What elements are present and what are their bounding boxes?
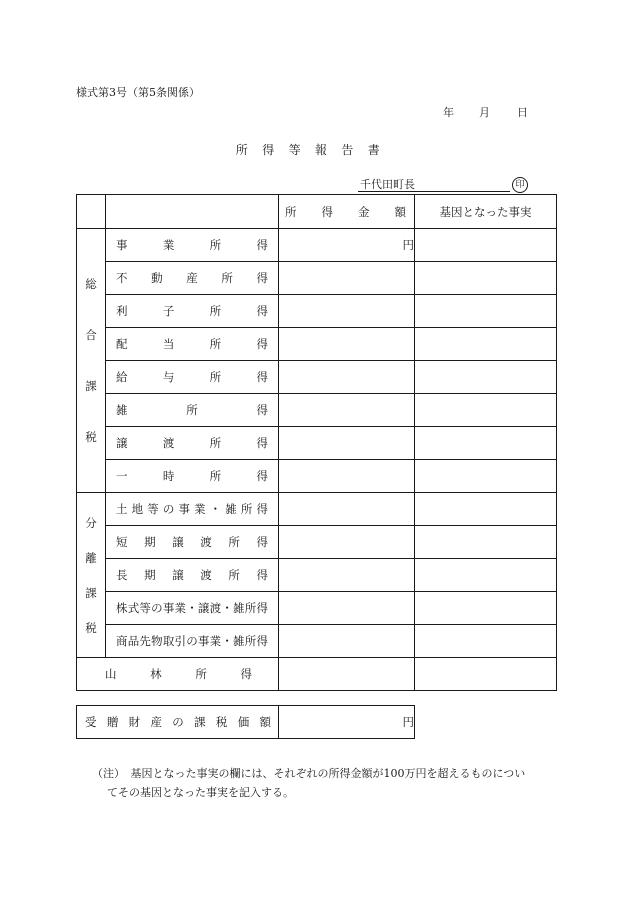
bunri-item-char: 土 [116,502,128,516]
amount-cell[interactable] [279,361,415,394]
sogo-item-char: 得 [256,238,268,252]
amount-cell[interactable] [279,262,415,295]
amount-cell[interactable] [279,592,415,625]
fact-cell[interactable] [415,460,557,493]
recipient-underline [358,191,510,192]
amount-cell[interactable] [279,526,415,559]
bunri-item-char: 地 [131,502,144,516]
document-title [190,141,440,158]
gift-label-char: 贈 [106,715,119,729]
header-amount-char: 得 [321,204,333,219]
bunri-item-char: 渡 [209,601,222,615]
bunri-item-char: の [162,502,175,516]
sogo-group-label-text [77,258,105,463]
gift-label-char: 額 [259,715,271,729]
sogo-item-char: 配 [116,337,128,351]
sogo-item-char: 当 [162,337,175,351]
bunri-item-label [106,625,279,658]
sogo-group-label-char: 総 [85,276,97,291]
sogo-group-label-char: 合 [85,327,97,342]
sanrin-char: 得 [240,667,252,681]
fact-cell[interactable] [415,262,557,295]
bunri-item-char: 長 [116,568,128,582]
bunri-item-label [106,493,279,526]
bunri-item-char: 得 [256,634,268,648]
bunri-item-char: 得 [256,535,268,549]
sanrin-char: 林 [150,667,162,681]
sogo-item-label [106,295,279,328]
bunri-item-char: 事 [162,601,175,615]
sogo-item-char: 所 [209,370,222,384]
sogo-group-label-char: 課 [85,379,97,394]
bunri-item-label [106,559,279,592]
sogo-item-char: 渡 [162,436,175,450]
gift-row [77,706,415,739]
bunri-item-char: 取 [162,634,175,648]
bunri-item-char: 物 [151,634,163,648]
amount-cell[interactable] [279,229,415,262]
sogo-item-char: 所 [209,469,222,483]
sogo-group-label-char: 税 [85,430,97,445]
bunri-item-char: 得 [256,568,268,582]
bunri-item-char: 等 [147,502,159,516]
header-amount-char: 額 [394,204,406,219]
sogo-item-char: 給 [116,370,128,384]
sogo-item-char: 子 [162,304,175,318]
sogo-row [77,460,557,493]
fact-cell[interactable] [415,295,557,328]
fact-cell[interactable] [415,658,557,691]
header-blank-1 [77,195,106,229]
date-year: 年 [443,106,454,119]
bunri-group-label-text [77,505,105,645]
sogo-item-label [106,427,279,460]
bunri-item-char: の [151,601,163,615]
sogo-row [77,361,557,394]
fact-cell[interactable] [415,427,557,460]
bunri-group-label-char: 課 [85,585,97,600]
header-blank-2 [106,195,279,229]
bunri-item-char: ・ [209,502,222,516]
sogo-item-char: 雑 [116,403,128,417]
bunri-item-char: 等 [139,601,151,615]
fact-cell[interactable] [415,361,557,394]
sogo-item-char: 得 [256,304,268,318]
sogo-item-char: 不 [116,271,128,285]
bunri-item-char: 品 [127,634,140,648]
sogo-row [77,262,557,295]
bunri-item-char: 渡 [200,568,212,582]
bunri-item-char: 株 [116,601,128,615]
amount-cell[interactable] [279,493,415,526]
bunri-item-char: 譲 [172,568,184,582]
fact-cell[interactable] [415,229,557,262]
bunri-item-char: 事 [178,502,190,516]
fact-cell[interactable] [415,328,557,361]
sogo-item-char: 利 [116,304,128,318]
bunri-item-char: 式 [127,601,140,615]
sanrin-label [77,658,279,691]
bunri-item-char: 商 [116,634,128,648]
bunri-item-char: 雑 [233,601,245,615]
fact-cell[interactable] [415,592,557,625]
gift-yen: 円 [402,715,414,729]
bunri-item-label [106,526,279,559]
fact-cell[interactable] [415,526,557,559]
fact-cell[interactable] [415,394,557,427]
bunri-item-char: 事 [197,634,210,648]
sogo-item-char: 得 [256,271,268,285]
bunri-item-char: 所 [228,535,240,549]
sogo-item-char: 産 [186,271,198,285]
gift-label [77,706,279,739]
bunri-item-char: 業 [209,634,222,648]
sogo-item-char: 得 [256,469,268,483]
sogo-row [77,229,557,262]
bunri-item-char: の [186,634,198,648]
bunri-group-label-char: 分 [85,515,97,530]
sogo-item-char: 業 [162,238,175,252]
sogo-item-char: 所 [186,403,198,417]
sogo-item-label [106,328,279,361]
header-amount-char: 所 [285,204,297,219]
bunri-item-char: 得 [256,601,268,615]
bunri-group-label [77,493,106,658]
sogo-item-char: 与 [162,370,175,384]
amount-cell[interactable] [279,295,415,328]
bunri-row [77,625,557,658]
amount-cell[interactable] [279,460,415,493]
fact-cell[interactable] [415,559,557,592]
bunri-item-char: 業 [194,502,206,516]
amount-cell[interactable] [279,328,415,361]
sogo-item-char: 得 [256,403,268,417]
bunri-item-char: 期 [144,568,156,582]
sogo-item-char: 所 [209,436,222,450]
sogo-item-char: 時 [162,469,175,483]
header-fact: 基因となった事実 [415,195,557,229]
sogo-row [77,394,557,427]
amount-cell[interactable] [279,559,415,592]
sogo-item-char: 事 [116,238,128,252]
bunri-item-char: 雑 [225,502,237,516]
gift-label-char: 価 [237,715,250,729]
bunri-item-char: 短 [116,535,128,549]
amount-cell[interactable] [279,625,415,658]
gift-label-char: 受 [85,715,97,729]
sogo-row [77,427,557,460]
sogo-group-label [77,229,106,493]
sanrin-char: 所 [195,667,207,681]
sanrin-char: 山 [105,667,117,681]
bunri-item-char: 業 [174,601,187,615]
table-header-row [77,195,557,229]
gift-label-char: の [172,715,184,729]
gift-label-char: 財 [128,715,141,729]
note-line-1: （注） 基因となった事実の欄には、それぞれの所得金額が100万円を超えるものについ [92,767,526,780]
gift-amount-cell[interactable] [279,706,415,739]
seal-mark: 印 [512,177,528,193]
note-line-2: てその基因となった事実を記入する。 [107,786,294,799]
document-title-text: 所得等報告書 [235,143,395,157]
sogo-item-char: 得 [256,436,268,450]
recipient: 千代田町長 [360,178,415,191]
bunri-item-char: 譲 [197,601,210,615]
bunri-item-char: 雑 [233,634,245,648]
form-number: 様式第3号（第5条関係） [76,86,200,99]
yen-unit: 円 [402,238,414,252]
bunri-item-char: ・ [221,634,233,648]
bunri-row [77,526,557,559]
amount-cell[interactable] [279,427,415,460]
sogo-item-label [106,460,279,493]
fact-cell[interactable] [415,493,557,526]
header-amount-char: 金 [358,204,370,219]
sogo-item-char: 所 [209,238,222,252]
sogo-item-char: 一 [116,469,128,483]
gift-label-char: 課 [194,715,206,729]
bunri-item-char: 渡 [200,535,212,549]
sogo-item-char: 得 [256,337,268,351]
bunri-item-label [106,592,279,625]
fact-cell[interactable] [415,625,557,658]
bunri-group-label-char: 離 [85,550,97,565]
sogo-item-char: 所 [221,271,233,285]
bunri-row [77,559,557,592]
bunri-item-char: 先 [139,634,151,648]
sogo-item-label [106,262,279,295]
amount-cell[interactable] [279,394,415,427]
sanrin-row [77,658,557,691]
sogo-row [77,295,557,328]
sogo-item-label [106,394,279,427]
gift-label-char: 税 [215,715,228,729]
bunri-row [77,592,557,625]
amount-cell[interactable] [279,658,415,691]
bunri-group-label-char: 税 [85,620,97,635]
bunri-item-char: 得 [256,502,268,516]
gift-table [76,705,415,739]
sogo-item-char: 譲 [116,436,128,450]
date-day: 日 [517,106,528,119]
sogo-item-char: 動 [151,271,163,285]
bunri-item-char: ・ [221,601,233,615]
bunri-item-char: 所 [244,601,257,615]
bunri-item-char: 譲 [172,535,184,549]
bunri-item-char: 期 [144,535,156,549]
bunri-item-char: ・ [186,601,198,615]
sogo-item-char: 所 [209,304,222,318]
bunri-item-char: 引 [174,634,187,648]
sogo-item-label [106,229,279,262]
bunri-item-char: 所 [240,502,253,516]
sogo-row [77,328,557,361]
bunri-row [77,493,557,526]
sogo-item-label [106,361,279,394]
gift-label-char: 産 [150,715,162,729]
bunri-item-char: 所 [228,568,240,582]
income-table [76,194,557,691]
header-amount [279,195,415,229]
date-month: 月 [479,106,490,119]
bunri-item-char: 所 [244,634,257,648]
sogo-item-char: 得 [256,370,268,384]
sogo-item-char: 所 [209,337,222,351]
